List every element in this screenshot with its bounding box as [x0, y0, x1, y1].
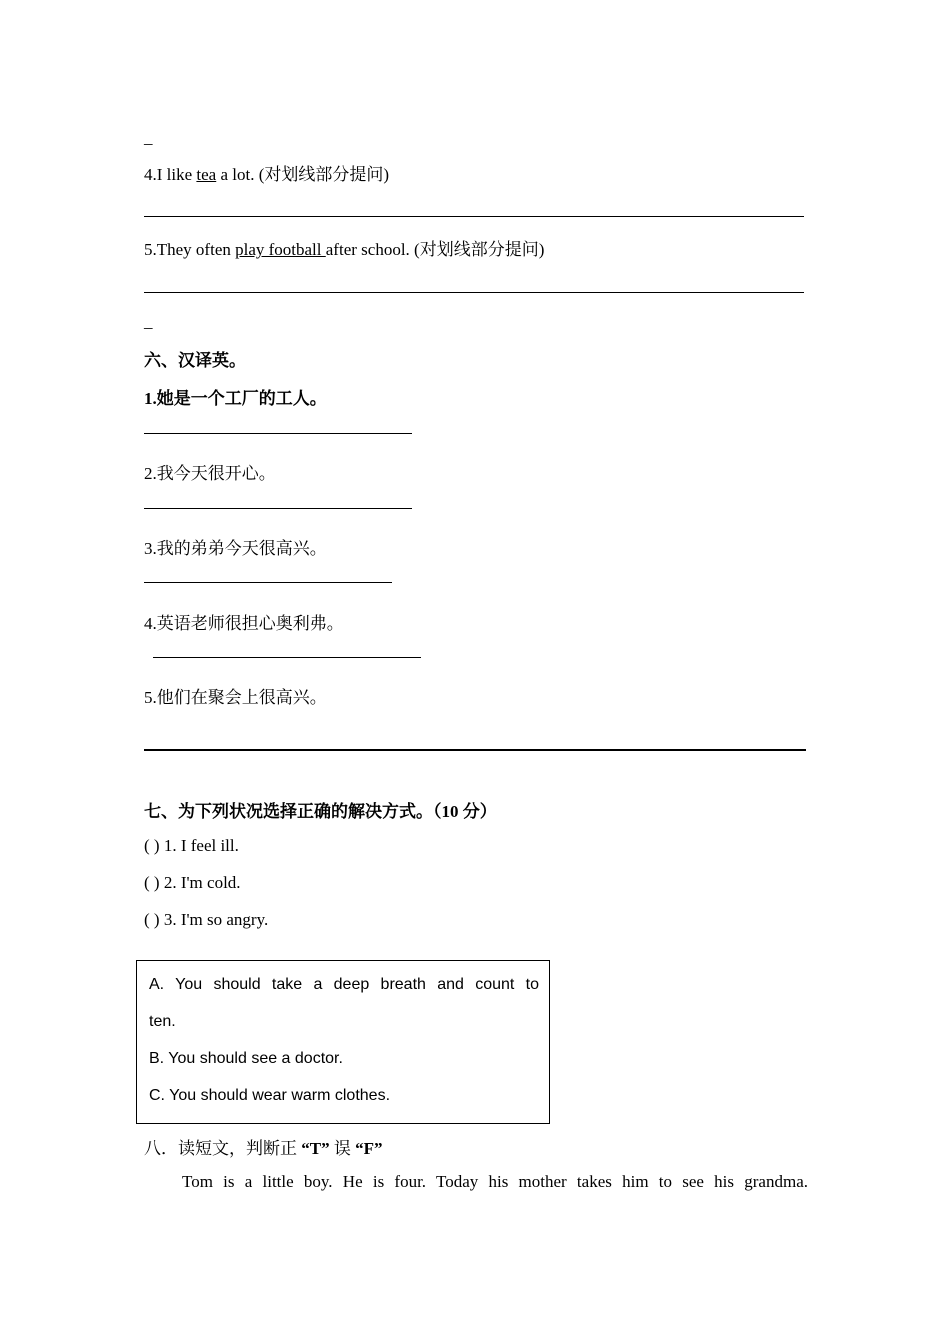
answer-line — [153, 657, 421, 658]
answer-line-5 — [144, 292, 804, 293]
question-5 — [144, 235, 544, 260]
section-6-item-5: 5.他们在聚会上很高兴。 — [144, 688, 327, 707]
section-7-item-3: ( ) 3. I'm so angry. — [144, 910, 269, 929]
answer-line-thick — [144, 749, 806, 751]
option-a-continued: ten. — [149, 1013, 176, 1030]
option-c: C. You should wear warm clothes. — [149, 1087, 391, 1104]
section-6-title: 六、汉译英。 — [144, 351, 246, 370]
section-6-item-2: 2.我今天很开心。 — [144, 464, 276, 483]
section-8-true-mark: “T” — [301, 1139, 330, 1158]
option-a: A. You should take a deep breath and count to — [149, 976, 539, 993]
answer-line — [144, 582, 392, 583]
option-b: B. You should see a doctor. — [149, 1050, 343, 1067]
section-7-item-2: ( ) 2. I'm cold. — [144, 873, 241, 892]
question-4-prefix: 4.I like — [144, 165, 197, 184]
section-7-item-1: ( ) 1. I feel ill. — [144, 836, 239, 855]
question-5-suffix: after school. (对划线部分提问) — [325, 240, 545, 259]
question-5-prefix: 5.They often — [144, 240, 236, 259]
section-6-item-4: 4.英语老师很担心奥利弗。 — [144, 614, 344, 633]
answer-line — [144, 508, 412, 509]
question-4-suffix: a lot. (对划线部分提问) — [216, 165, 390, 184]
section-8-title-mid: 误 — [333, 1139, 351, 1158]
answer-line-4 — [144, 216, 804, 217]
section-8-false-mark: “F” — [355, 1139, 383, 1158]
section-8-passage: Tom is a little boy. He is four. Today his mother takes him to see his grandma. — [182, 1172, 808, 1191]
question-5-underlined: play football — [235, 240, 326, 259]
section-6-item-1: 1.她是一个工厂的工人。 — [144, 389, 327, 408]
section-8-title-prefix: 八．读短文，判断正 — [144, 1139, 297, 1158]
section-7-title: 七、为下列状况选择正确的解决方式。（10 分） — [144, 802, 497, 821]
answer-line — [144, 433, 412, 434]
section-6-item-3: 3.我的弟弟今天很高兴。 — [144, 539, 327, 558]
question-4 — [144, 160, 389, 185]
dash-mark: _ — [144, 312, 153, 331]
question-4-underlined: tea — [196, 165, 217, 184]
options-box — [136, 960, 550, 1124]
dash-mark: _ — [144, 128, 153, 147]
section-8-title — [144, 1134, 382, 1159]
